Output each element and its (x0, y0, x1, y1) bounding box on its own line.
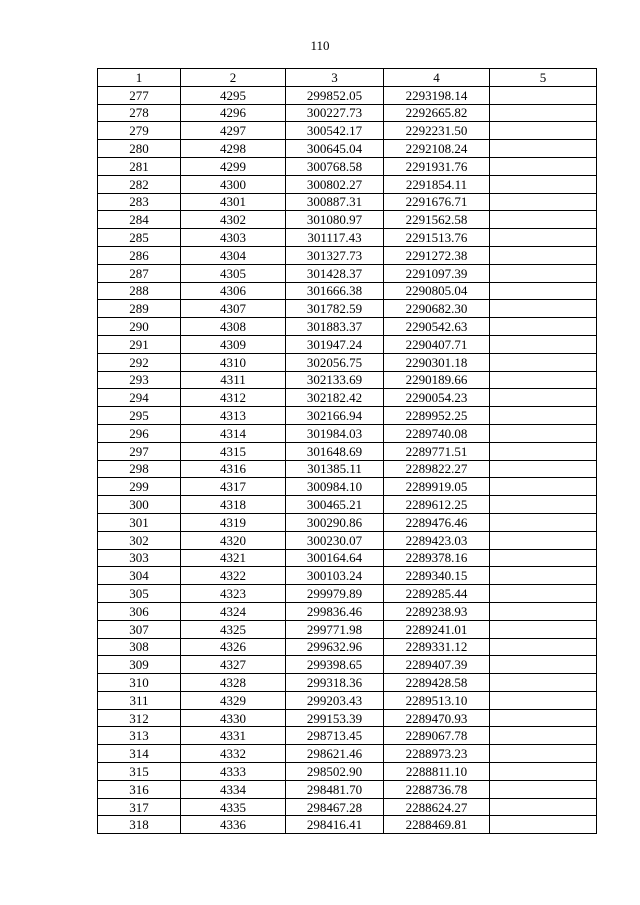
table-cell: 299 (98, 478, 181, 496)
table-row (98, 531, 597, 549)
table-row (98, 513, 597, 531)
table-cell: 277 (98, 86, 181, 104)
table-cell: 2289067.78 (384, 727, 490, 745)
table-cell (490, 656, 597, 674)
table-row (98, 193, 597, 211)
table-cell: 301883.37 (286, 318, 384, 336)
table-cell: 2289423.03 (384, 531, 490, 549)
table-row (98, 104, 597, 122)
table-cell: 4322 (181, 567, 286, 585)
table-cell: 300542.17 (286, 122, 384, 140)
table-cell: 301080.97 (286, 211, 384, 229)
table-cell: 4305 (181, 264, 286, 282)
table-row (98, 763, 597, 781)
table-cell: 2289612.25 (384, 496, 490, 514)
table-cell: 4301 (181, 193, 286, 211)
table-cell (490, 816, 597, 834)
table-cell: 4310 (181, 353, 286, 371)
table-cell: 2288811.10 (384, 763, 490, 781)
table-cell: 299632.96 (286, 638, 384, 656)
table-cell: 298713.45 (286, 727, 384, 745)
table-cell (490, 211, 597, 229)
header-row (98, 69, 597, 87)
table-cell: 4335 (181, 798, 286, 816)
table-cell: 305 (98, 585, 181, 603)
table-cell (490, 602, 597, 620)
table-row (98, 585, 597, 603)
table-cell: 4318 (181, 496, 286, 514)
table-cell: 4332 (181, 745, 286, 763)
table-cell: 4326 (181, 638, 286, 656)
table-cell: 2289241.01 (384, 620, 490, 638)
table-row (98, 157, 597, 175)
table-row (98, 211, 597, 229)
table-cell: 4315 (181, 442, 286, 460)
table-cell: 298416.41 (286, 816, 384, 834)
table-cell: 299153.39 (286, 709, 384, 727)
table-cell: 315 (98, 763, 181, 781)
table-cell: 2289470.93 (384, 709, 490, 727)
table-row (98, 318, 597, 336)
table-cell: 2289513.10 (384, 691, 490, 709)
table-cell: 300164.64 (286, 549, 384, 567)
table-cell: 299979.89 (286, 585, 384, 603)
table-row (98, 246, 597, 264)
table-cell: 283 (98, 193, 181, 211)
table-row (98, 282, 597, 300)
table-cell (490, 620, 597, 638)
table-cell: 2292108.24 (384, 140, 490, 158)
table-row (98, 122, 597, 140)
table-cell: 2290301.18 (384, 353, 490, 371)
coordinates-table (97, 68, 597, 834)
table-cell: 4304 (181, 246, 286, 264)
table-cell: 289 (98, 300, 181, 318)
table-cell (490, 86, 597, 104)
table-row (98, 300, 597, 318)
table-cell: 300 (98, 496, 181, 514)
table-cell: 2289238.93 (384, 602, 490, 620)
table-cell: 2289822.27 (384, 460, 490, 478)
table-cell: 2291676.71 (384, 193, 490, 211)
table-cell: 301648.69 (286, 442, 384, 460)
table-cell: 4317 (181, 478, 286, 496)
table-cell (490, 318, 597, 336)
table-row (98, 371, 597, 389)
table-cell: 309 (98, 656, 181, 674)
table-cell: 4296 (181, 104, 286, 122)
table-cell (490, 104, 597, 122)
table-row (98, 175, 597, 193)
table-cell: 291 (98, 335, 181, 353)
table-cell (490, 567, 597, 585)
table-cell: 301327.73 (286, 246, 384, 264)
table-cell: 4327 (181, 656, 286, 674)
table-cell: 282 (98, 175, 181, 193)
table-cell (490, 460, 597, 478)
table-cell (490, 264, 597, 282)
table-cell: 300887.31 (286, 193, 384, 211)
table-cell: 303 (98, 549, 181, 567)
table-cell: 4323 (181, 585, 286, 603)
table-cell: 2291854.11 (384, 175, 490, 193)
table-cell (490, 300, 597, 318)
table-cell: 298481.70 (286, 780, 384, 798)
table-cell: 2289340.15 (384, 567, 490, 585)
table-cell (490, 193, 597, 211)
table-cell: 4312 (181, 389, 286, 407)
table-cell: 4319 (181, 513, 286, 531)
table-cell: 302133.69 (286, 371, 384, 389)
table-cell: 298502.90 (286, 763, 384, 781)
table-cell: 297 (98, 442, 181, 460)
table-cell: 288 (98, 282, 181, 300)
table-row (98, 442, 597, 460)
table-cell: 2289476.46 (384, 513, 490, 531)
table-cell: 293 (98, 371, 181, 389)
table-cell (490, 424, 597, 442)
table-cell: 4298 (181, 140, 286, 158)
table-cell: 299771.98 (286, 620, 384, 638)
table-row (98, 602, 597, 620)
table-cell: 2288624.27 (384, 798, 490, 816)
table-cell: 290 (98, 318, 181, 336)
table-row (98, 335, 597, 353)
table-cell (490, 478, 597, 496)
table-cell: 2292231.50 (384, 122, 490, 140)
table-cell: 4314 (181, 424, 286, 442)
column-header: 3 (286, 69, 384, 87)
table-cell: 2290407.71 (384, 335, 490, 353)
table-cell: 2289407.39 (384, 656, 490, 674)
table-cell: 301947.24 (286, 335, 384, 353)
table-cell: 4328 (181, 674, 286, 692)
table-cell: 2288736.78 (384, 780, 490, 798)
table-cell: 284 (98, 211, 181, 229)
table-cell (490, 353, 597, 371)
table-cell (490, 585, 597, 603)
table-cell: 2289952.25 (384, 407, 490, 425)
table-cell: 300465.21 (286, 496, 384, 514)
table-cell: 299203.43 (286, 691, 384, 709)
table-cell: 2292665.82 (384, 104, 490, 122)
table-cell: 286 (98, 246, 181, 264)
table-cell: 2289919.05 (384, 478, 490, 496)
table-cell (490, 175, 597, 193)
table-cell: 301385.11 (286, 460, 384, 478)
table-cell: 298 (98, 460, 181, 478)
table-cell: 4331 (181, 727, 286, 745)
table-cell: 4308 (181, 318, 286, 336)
column-header: 2 (181, 69, 286, 87)
table-body (98, 86, 597, 833)
table-cell: 4303 (181, 229, 286, 247)
table-cell (490, 371, 597, 389)
table-cell: 281 (98, 157, 181, 175)
table-row (98, 549, 597, 567)
page-number: 110 (310, 38, 330, 53)
table-row (98, 229, 597, 247)
table-cell: 2288469.81 (384, 816, 490, 834)
table-cell: 302 (98, 531, 181, 549)
table-cell: 4306 (181, 282, 286, 300)
table-row (98, 478, 597, 496)
table-cell: 2289285.44 (384, 585, 490, 603)
table-cell: 314 (98, 745, 181, 763)
table-row (98, 656, 597, 674)
table-row (98, 691, 597, 709)
table-cell: 299836.46 (286, 602, 384, 620)
table-cell: 2291931.76 (384, 157, 490, 175)
table-cell: 294 (98, 389, 181, 407)
table-row (98, 638, 597, 656)
table-cell: 298621.46 (286, 745, 384, 763)
table-cell: 306 (98, 602, 181, 620)
table-cell: 300103.24 (286, 567, 384, 585)
table-cell: 301782.59 (286, 300, 384, 318)
table-cell (490, 389, 597, 407)
table-row (98, 264, 597, 282)
table-cell: 2290542.63 (384, 318, 490, 336)
table-row (98, 424, 597, 442)
table-cell: 318 (98, 816, 181, 834)
table-cell: 312 (98, 709, 181, 727)
table-cell (490, 335, 597, 353)
table-row (98, 727, 597, 745)
table-cell (490, 513, 597, 531)
column-header: 5 (490, 69, 597, 87)
table-cell: 300768.58 (286, 157, 384, 175)
table-cell (490, 638, 597, 656)
table-row (98, 496, 597, 514)
table-cell: 2290054.23 (384, 389, 490, 407)
table-cell: 279 (98, 122, 181, 140)
table-cell (490, 798, 597, 816)
table-cell: 4330 (181, 709, 286, 727)
table-cell: 2291097.39 (384, 264, 490, 282)
table-cell: 301 (98, 513, 181, 531)
table-cell: 295 (98, 407, 181, 425)
table-cell: 302056.75 (286, 353, 384, 371)
table-cell: 2293198.14 (384, 86, 490, 104)
table-cell: 301666.38 (286, 282, 384, 300)
table-cell (490, 549, 597, 567)
table-header (98, 69, 597, 87)
table-cell: 300802.27 (286, 175, 384, 193)
table-cell: 301984.03 (286, 424, 384, 442)
table-cell (490, 407, 597, 425)
table-row (98, 389, 597, 407)
table-cell: 310 (98, 674, 181, 692)
table-cell (490, 282, 597, 300)
table-row (98, 674, 597, 692)
table-cell (490, 442, 597, 460)
table-cell: 4295 (181, 86, 286, 104)
table-row (98, 816, 597, 834)
table-cell (490, 140, 597, 158)
table-row (98, 798, 597, 816)
table-cell: 4316 (181, 460, 286, 478)
table-cell: 300984.10 (286, 478, 384, 496)
table-row (98, 140, 597, 158)
table-cell (490, 157, 597, 175)
table-cell: 302182.42 (286, 389, 384, 407)
table-cell (490, 691, 597, 709)
table-cell: 2289378.16 (384, 549, 490, 567)
table-cell: 4329 (181, 691, 286, 709)
table-cell (490, 122, 597, 140)
table-row (98, 407, 597, 425)
table-row (98, 567, 597, 585)
table-cell: 4311 (181, 371, 286, 389)
table-cell: 2291272.38 (384, 246, 490, 264)
table-cell (490, 229, 597, 247)
table-cell: 4299 (181, 157, 286, 175)
table-cell: 4302 (181, 211, 286, 229)
table-cell: 2290189.66 (384, 371, 490, 389)
table-cell: 278 (98, 104, 181, 122)
table-cell: 313 (98, 727, 181, 745)
table-cell: 2289740.08 (384, 424, 490, 442)
table-cell: 304 (98, 567, 181, 585)
table-cell: 4309 (181, 335, 286, 353)
table-cell (490, 780, 597, 798)
table-cell (490, 745, 597, 763)
table-row (98, 460, 597, 478)
table-cell: 4334 (181, 780, 286, 798)
table-cell: 4307 (181, 300, 286, 318)
table-cell: 4300 (181, 175, 286, 193)
table-cell: 280 (98, 140, 181, 158)
table-cell: 4324 (181, 602, 286, 620)
table-cell: 301117.43 (286, 229, 384, 247)
table-cell: 300645.04 (286, 140, 384, 158)
table-row (98, 709, 597, 727)
table-cell: 4321 (181, 549, 286, 567)
table-cell: 2290682.30 (384, 300, 490, 318)
column-header: 4 (384, 69, 490, 87)
column-header: 1 (98, 69, 181, 87)
table-cell: 2291513.76 (384, 229, 490, 247)
table-cell: 4297 (181, 122, 286, 140)
table-cell: 316 (98, 780, 181, 798)
table-row (98, 353, 597, 371)
table-cell: 299398.65 (286, 656, 384, 674)
table-cell: 2288973.23 (384, 745, 490, 763)
table-cell: 4325 (181, 620, 286, 638)
table-cell: 292 (98, 353, 181, 371)
table-cell: 300230.07 (286, 531, 384, 549)
table-cell: 296 (98, 424, 181, 442)
table-cell: 300290.86 (286, 513, 384, 531)
table-cell: 298467.28 (286, 798, 384, 816)
table-row (98, 86, 597, 104)
table-cell (490, 496, 597, 514)
table-cell: 4320 (181, 531, 286, 549)
table-cell: 307 (98, 620, 181, 638)
table-cell (490, 674, 597, 692)
table-cell: 2289331.12 (384, 638, 490, 656)
table-cell: 2289771.51 (384, 442, 490, 460)
table-cell: 4313 (181, 407, 286, 425)
table-cell: 302166.94 (286, 407, 384, 425)
table-cell (490, 246, 597, 264)
table-cell: 2290805.04 (384, 282, 490, 300)
table-cell (490, 531, 597, 549)
table-cell: 300227.73 (286, 104, 384, 122)
table-row (98, 780, 597, 798)
table-cell: 285 (98, 229, 181, 247)
table-cell: 308 (98, 638, 181, 656)
table-row (98, 620, 597, 638)
table-cell: 317 (98, 798, 181, 816)
table-cell: 4336 (181, 816, 286, 834)
table-cell: 2291562.58 (384, 211, 490, 229)
table-cell: 4333 (181, 763, 286, 781)
table-cell: 311 (98, 691, 181, 709)
table-cell: 2289428.58 (384, 674, 490, 692)
table-row (98, 745, 597, 763)
table-cell (490, 727, 597, 745)
table-cell: 299318.36 (286, 674, 384, 692)
table-cell: 287 (98, 264, 181, 282)
table-cell: 299852.05 (286, 86, 384, 104)
table-cell: 301428.37 (286, 264, 384, 282)
table-cell (490, 709, 597, 727)
table-cell (490, 763, 597, 781)
